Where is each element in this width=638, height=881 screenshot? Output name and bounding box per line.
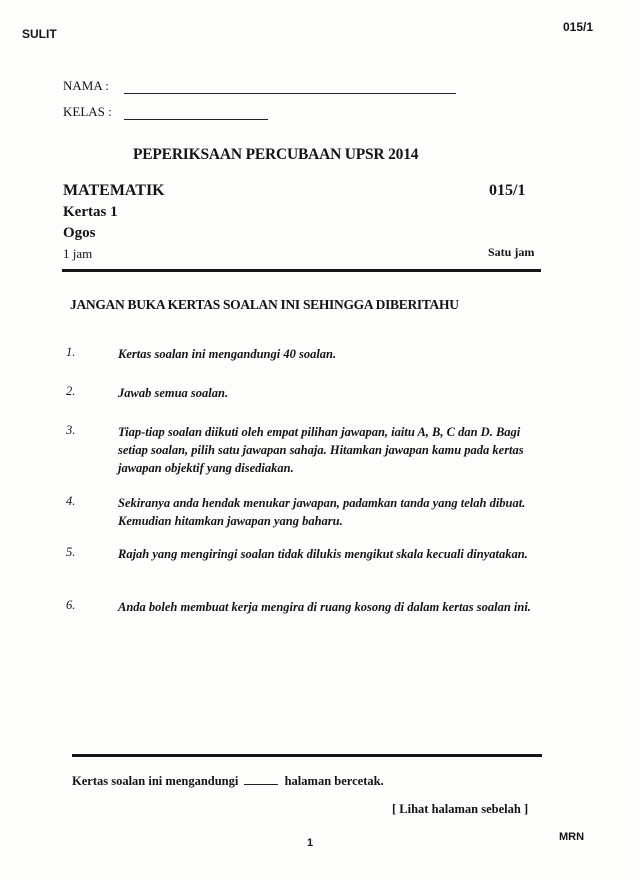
exam-month: Ogos [63, 225, 96, 241]
nama-label: NAMA : [63, 78, 109, 93]
header-sulit: SULIT [22, 27, 57, 41]
divider-bottom [72, 754, 542, 757]
instruction-text: Rajah yang mengiringi soalan tidak dilukis mengikut skala kecuali dinyatakan. [118, 547, 528, 561]
instruction-text: Tiap-tiap soalan diikuti oleh empat pilihan jawapan, iaitu A, B, C dan D. Bagi setiap soalan, pilih satu jawapan sahaja. Hitamkan jawapan kamu pada kertas jawapan objektif yang disediakan. [118, 425, 524, 475]
page-count-blank[interactable] [244, 784, 278, 785]
warning-text: JANGAN BUKA KERTAS SOALAN INI SEHINGGA DIBERITAHU [70, 297, 459, 312]
page-count-line [72, 774, 384, 789]
page-count-after: halaman bercetak. [284, 774, 384, 788]
header-code: 015/1 [563, 20, 594, 34]
subject-name: MATEMATIK [63, 182, 165, 199]
initials: MRN [559, 831, 585, 843]
kelas-label: KELAS : [63, 104, 112, 119]
kelas-field[interactable] [124, 119, 268, 120]
instruction-number: 2. [66, 384, 76, 398]
instruction-number: 4. [66, 494, 76, 508]
instruction-text: Anda boleh membuat kerja mengira di ruang kosong di dalam kertas soalan ini. [118, 600, 531, 614]
page-number: 1 [307, 837, 314, 849]
duration-words: Satu jam [488, 245, 535, 259]
instruction-number: 1. [66, 345, 76, 359]
instruction-text: Jawab semua soalan. [118, 386, 229, 400]
instruction-text: Sekiranya anda hendak menukar jawapan, padamkan tanda yang telah dibuat. Kemudian hitamkan jawapan yang baharu. [118, 496, 526, 528]
instruction-text: Kertas soalan ini mengandungi 40 soalan. [118, 347, 337, 361]
instruction-number: 5. [66, 545, 76, 559]
duration: 1 jam [63, 246, 93, 261]
page-count-before: Kertas soalan ini mengandungi [72, 774, 239, 788]
instruction-number: 6. [66, 598, 76, 612]
paper-number: Kertas 1 [63, 204, 118, 220]
turn-page-note: [ Lihat halaman sebelah ] [392, 802, 529, 816]
nama-field[interactable] [124, 93, 456, 94]
divider-top [62, 269, 541, 272]
subject-code: 015/1 [489, 182, 526, 199]
instruction-number: 3. [66, 423, 76, 437]
exam-title: PEPERIKSAAN PERCUBAAN UPSR 2014 [133, 146, 419, 163]
